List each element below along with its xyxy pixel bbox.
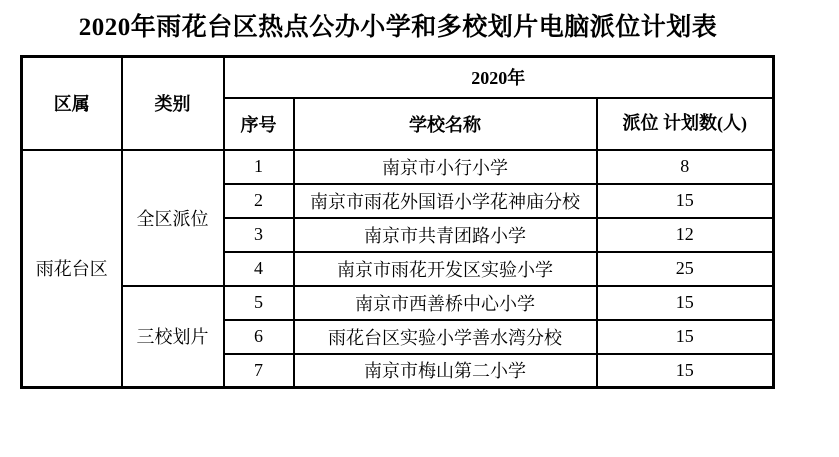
header-year: 2020年 — [224, 57, 774, 98]
header-quota: 派位 计划数(人) — [597, 98, 774, 150]
school-cell: 南京市雨花开发区实验小学 — [294, 252, 597, 286]
header-category: 类别 — [122, 57, 224, 150]
school-cell: 南京市西善桥中心小学 — [294, 286, 597, 320]
serial-cell: 1 — [224, 150, 294, 184]
school-cell: 雨花台区实验小学善水湾分校 — [294, 320, 597, 354]
category-cell-sanxiao: 三校划片 — [122, 286, 224, 388]
serial-cell: 3 — [224, 218, 294, 252]
district-cell: 雨花台区 — [22, 150, 122, 388]
school-cell: 南京市雨花外国语小学花神庙分校 — [294, 184, 597, 218]
quota-cell: 25 — [597, 252, 774, 286]
quota-cell: 12 — [597, 218, 774, 252]
serial-cell: 4 — [224, 252, 294, 286]
page-title: 2020年雨花台区热点公办小学和多校划片电脑派位计划表 — [78, 14, 718, 41]
school-cell: 南京市梅山第二小学 — [294, 354, 597, 388]
quota-cell: 15 — [597, 320, 774, 354]
table-row — [22, 286, 774, 320]
school-cell: 南京市小行小学 — [294, 150, 597, 184]
serial-cell: 5 — [224, 286, 294, 320]
quota-cell: 15 — [597, 184, 774, 218]
serial-cell: 2 — [224, 184, 294, 218]
quota-cell: 8 — [597, 150, 774, 184]
table-header-row-top — [22, 57, 774, 98]
serial-cell: 6 — [224, 320, 294, 354]
quota-cell: 15 — [597, 354, 774, 388]
header-school-name: 学校名称 — [294, 98, 597, 150]
allocation-plan-table — [20, 55, 775, 389]
school-cell: 南京市共青团路小学 — [294, 218, 597, 252]
table-row — [22, 150, 774, 184]
serial-cell: 7 — [224, 354, 294, 388]
category-cell-quanqu: 全区派位 — [122, 150, 224, 286]
header-district: 区属 — [22, 57, 122, 150]
quota-cell: 15 — [597, 286, 774, 320]
header-serial: 序号 — [224, 98, 294, 150]
